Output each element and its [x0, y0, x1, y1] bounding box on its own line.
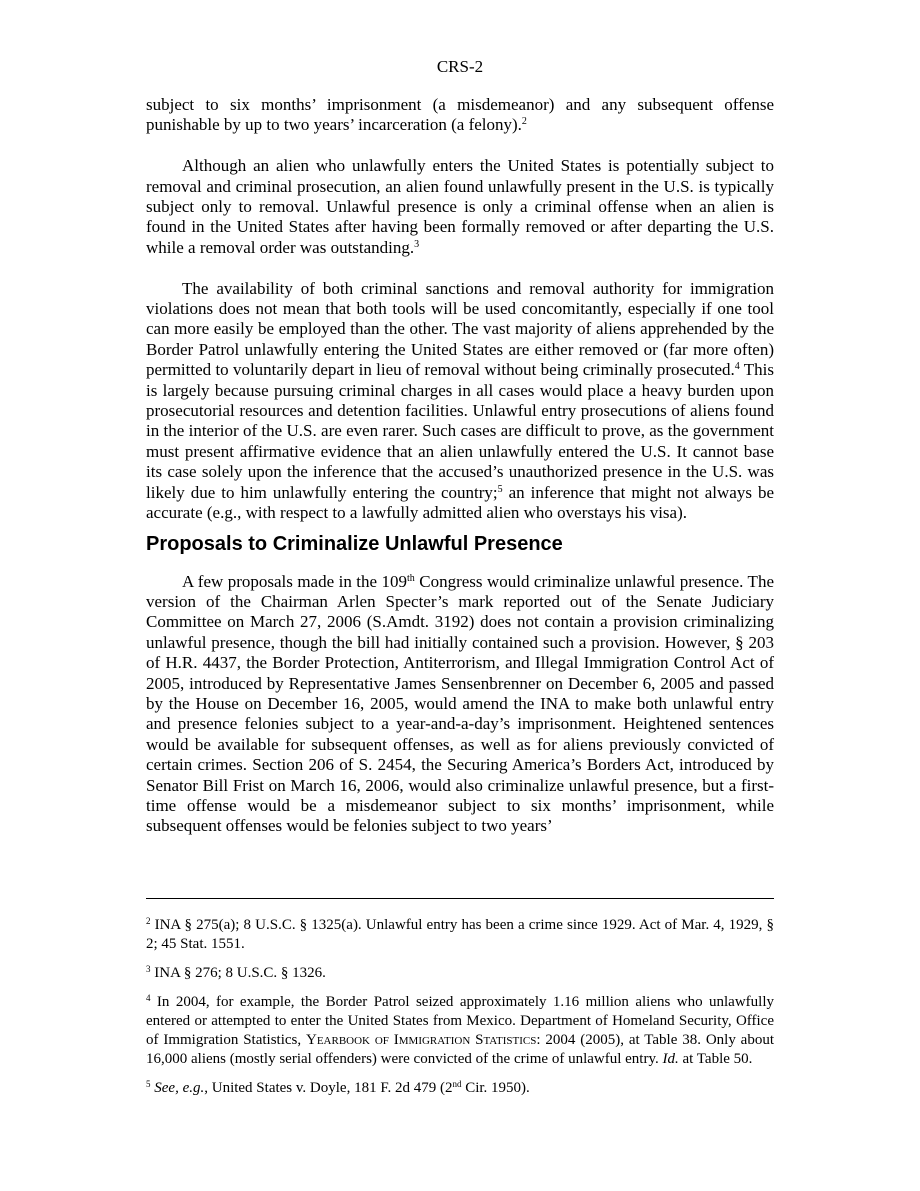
footnote-text: Cir. 1950).	[461, 1080, 530, 1096]
paragraph-text: subject to six months’ imprisonment (a misdemeanor) and any subsequent offense punishable by up to two years’ incarceration (a felony).	[146, 95, 774, 135]
paragraph-text: Although an alien who unlawfully enters the United States is potentially subject to removal and criminal prosecution, an alien found unlawfully present in the U.S. is typically subject only to removal. Unlawful presence is only a criminal offense when an alien is found in the United States after having been formally removed or after departing the U.S. while a removal order was outstanding.	[146, 156, 774, 257]
footnote-number: 3	[146, 964, 151, 974]
footnote-ref-4[interactable]: 4	[734, 361, 740, 373]
footnote-text: at Table 50.	[678, 1051, 753, 1067]
footnote-ref-2[interactable]: 2	[521, 116, 527, 128]
id-citation: Id.	[662, 1051, 679, 1067]
paragraph-1	[146, 95, 774, 136]
page-header: CRS-2	[436, 57, 484, 76]
paragraph-text: The availability of both criminal sanctions and removal authority for immigration violations does not mean that both tools will be used concomitantly, especially if one tool can more easily be employed than the other. The vast majority of aliens apprehended by the Border Patrol unlawfully entering the United States are either removed or (far more often) permitted to voluntarily depart in lieu of removal without being criminally prosecuted.	[146, 278, 774, 380]
footnote-number: 4	[146, 993, 151, 1003]
publication-title: Yearbook of Immigration Statistics:	[305, 1032, 541, 1048]
footnote-text: 2004 (2005), at Table 38. Only about 16,000 aliens (mostly serial offenders) were convicted of the crime of unlawful entry.	[146, 1032, 775, 1067]
footnote-number: 5	[146, 1079, 151, 1089]
paragraph-2	[146, 156, 774, 258]
footnote-4	[146, 993, 774, 1069]
paragraph-text: A few proposals made in the 109	[182, 571, 407, 591]
footnote-3	[146, 964, 774, 983]
footnote-text: INA § 275(a); 8 U.S.C. § 1325(a). Unlawful entry has been a crime since 1929. Act of Mar. 4, 1929, § 2; 45 Stat. 1551.	[146, 917, 774, 952]
paragraph-text: Congress would criminalize unlawful presence. The version of the Chairman Arlen Specter’s mark reported out of the Senate Judiciary Committee on March 27, 2006 (S.Amdt. 3192) does not contain a provision criminalizing unlawful presence, though the bill had initially contained such a provision. However, § 203 of H.R. 4437, the Border Protection, Antiterrorism, and Illegal Immigration Control Act of 2005, introduced by Representative James Sensenbrenner on December 6, 2005 and passed by the House on December 16, 2005, would amend the INA to make both unlawful entry and presence felonies subject to a year-and-a-day’s imprisonment. Heightened sentences would be available for subsequent offenses, as well as for aliens previously convicted of certain crimes. Section 206 of S. 2454, the Securing America’s Borders Act, introduced by Senator Bill Frist on March 16, 2006, would also criminalize unlawful presence, but a first-time offense would be a misdemeanor subject to six months’ imprisonment, while subsequent offenses would be felonies subject to two years’	[146, 571, 774, 836]
paragraph-text: an inference that might not always be accurate (e.g., with respect to a lawfully admitted alien who overstays his visa).	[146, 482, 774, 523]
ordinal-suffix: th	[407, 572, 415, 584]
see-signal: See, e.g.	[154, 1080, 205, 1096]
section-heading: Proposals to Criminalize Unlawful Presence	[146, 532, 563, 555]
paragraph-4	[146, 572, 774, 837]
footnote-ref-3[interactable]: 3	[414, 238, 420, 250]
footnote-divider	[146, 898, 774, 899]
footnotes	[146, 916, 774, 1108]
footnote-2	[146, 916, 774, 954]
paragraph-3	[146, 279, 774, 524]
footnote-ref-5[interactable]: 5	[497, 483, 503, 495]
paragraph-text: This is largely because pursuing criminal charges in all cases would place a heavy burden upon prosecutorial resources and detention facilities. Unlawful entry prosecutions of aliens found in the interior of the U.S. are even rarer. Such cases are difficult to prove, as the government must present affirmative evidence that an alien unlawfully entered the U.S. It cannot base its case solely upon the inference that the accused’s unauthorized presence in the U.S. was likely due to him unlawfully entering the country;	[146, 360, 774, 502]
footnote-text: INA § 276; 8 U.S.C. § 1326.	[150, 965, 326, 981]
footnote-text: In 2004, for example, the Border Patrol seized approximately 1.16 million aliens who unlawfully entered or attempted to enter the United States from Mexico. Department of Homeland Security, Office of Immigration Statistics,	[146, 994, 774, 1048]
footnote-text: , United States v. Doyle, 181 F. 2d 479 (2	[204, 1080, 453, 1096]
ordinal-suffix: nd	[452, 1079, 462, 1089]
body-text	[146, 95, 774, 837]
footnote-5	[146, 1079, 774, 1098]
footnote-number: 2	[146, 916, 151, 926]
